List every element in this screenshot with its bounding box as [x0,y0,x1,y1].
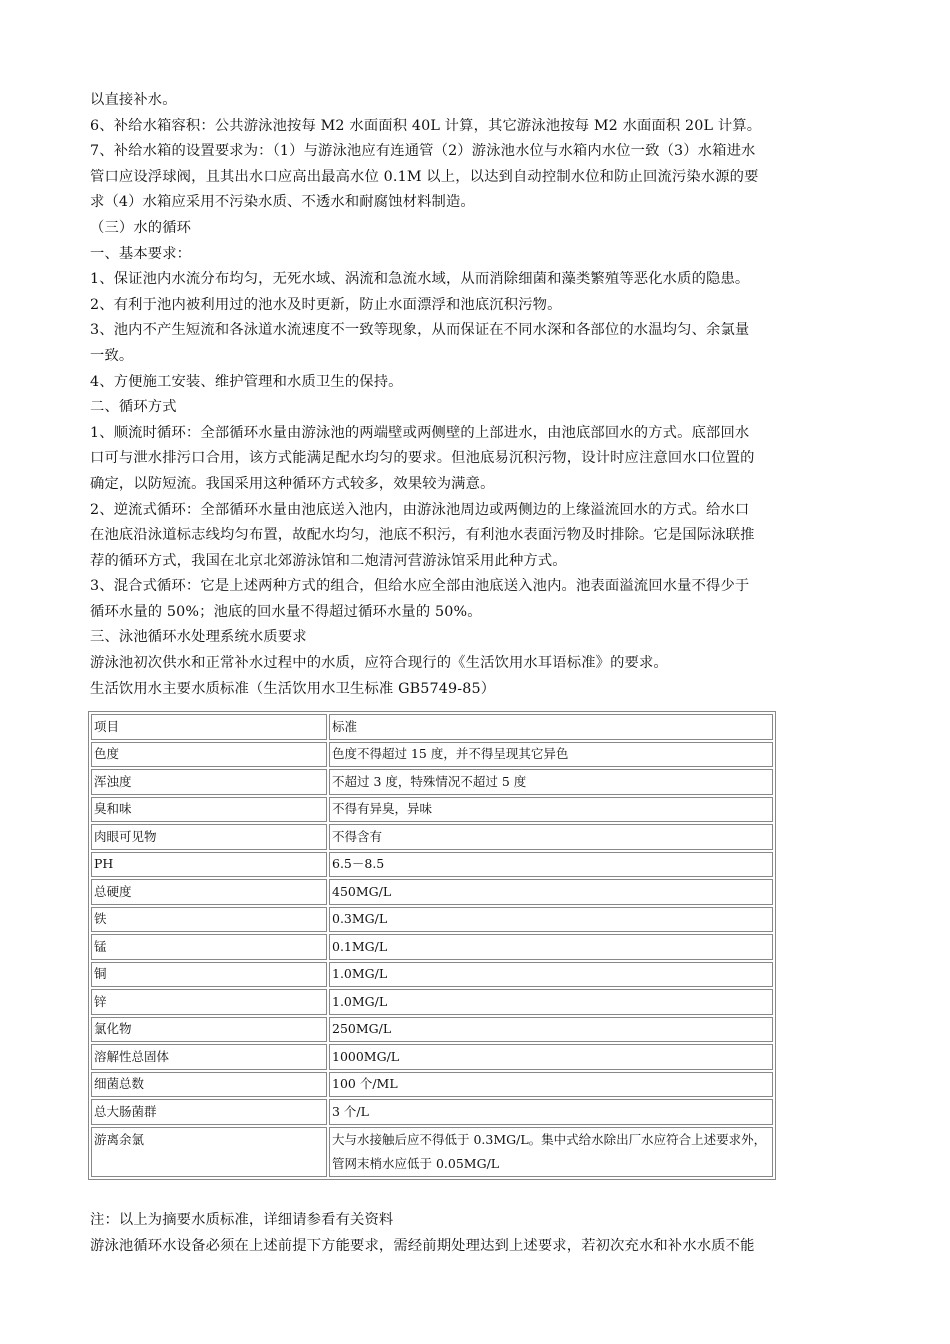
paragraph: 4、方便施工安装、维护管理和水质卫生的保持。 [90,373,403,390]
standard-cell: 450MG/L [329,879,773,905]
paragraph: 循环水量的 50%；池底的回水量不得超过循环水量的 50%。 [90,603,482,620]
table-row [91,769,773,795]
paragraph: 2、逆流式循环：全部循环水量由池底送入池内，由游泳池周边或两侧边的上缘溢流回水的方式。给水口 [90,501,750,518]
table-header-row [91,714,773,740]
section-heading: （三）水的循环 [90,219,192,236]
paragraph: 求（4）水箱应采用不污染水质、不透水和耐腐蚀材料制造。 [90,194,475,211]
paragraph: 荐的循环方式，我国在北京北郊游泳馆和二炮清河营游泳馆采用此种方式。 [90,552,567,569]
standard-cell: 100 个/ML [329,1072,773,1098]
standard-cell: 色度不得超过 15 度，并不得呈现其它异色 [329,742,773,768]
table-row [91,1072,773,1098]
item-cell: 铜 [91,962,327,988]
item-cell: 总大肠菌群 [91,1099,327,1125]
standard-cell: 1.0MG/L [329,989,773,1015]
item-cell: 色度 [91,742,327,768]
item-cell: 细菌总数 [91,1072,327,1098]
table-row [91,907,773,933]
water-quality-table-container [88,711,770,1180]
note-paragraph: 注：以上为摘要水质标准，详细请参看有关资料 [90,1212,394,1228]
item-cell: 铁 [91,907,327,933]
item-cell: 浑浊度 [91,769,327,795]
standard-cell: 3 个/L [329,1099,773,1125]
standard-cell: 不得有异臭，异味 [329,797,773,823]
header-cell: 项目 [91,714,327,740]
table-row [91,879,773,905]
paragraph: 在池底沿泳道标志线均匀布置，故配水均匀，池底不积污，有利池水表面污物及时排除。它是国际泳联推 [90,527,755,544]
table-row [91,989,773,1015]
paragraph: 7、补给水箱的设置要求为：（1）与游泳池应有连通管（2）游泳池水位与水箱内水位一致（3）水箱进水 [90,143,756,160]
item-cell: 游离余氯 [91,1127,327,1177]
paragraph: 1、保证池内水流分布均匀，无死水域、涡流和急流水域，从而消除细菌和藻类繁殖等恶化水质的隐患。 [90,271,750,288]
item-cell: 总硬度 [91,879,327,905]
section-heading: 一、基本要求： [90,245,192,262]
item-cell: 锰 [91,934,327,960]
document-footer-text [90,1208,865,1259]
water-quality-table [88,711,776,1180]
table-row [91,1099,773,1125]
paragraph: 1、顺流时循环：全部循环水量由游泳池的两端壁或两侧壁的上部进水，由池底部回水的方式。底部回水 [90,424,750,441]
table-row [91,1044,773,1070]
item-cell: 肉眼可见物 [91,824,327,850]
paragraph: 3、混合式循环：它是上述两种方式的组合，但给水应全部由池底送入池内。池表面溢流回水量不得少于 [90,578,750,595]
standard-cell: 1.0MG/L [329,962,773,988]
standard-cell: 250MG/L [329,1017,773,1043]
table-caption: 生活饮用水主要水质标准（生活饮用水卫生标准 GB5749-85） [90,680,496,697]
paragraph: 管口应设浮球阀，且其出水口应高出最高水位 0.1M 以上，以达到自动控制水位和防止回流污染水源的要 [90,168,759,185]
standard-cell: 大与水接触后应不得低于 0.3MG/L。集中式给水除出厂水应符合上述要求外，管网末梢水应低于 0.05MG/L [329,1127,773,1177]
table-row [91,824,773,850]
table-row [91,742,773,768]
paragraph: 3、池内不产生短流和各泳道水流速度不一致等现象，从而保证在不同水深和各部位的水温均匀、余氯量 [90,322,750,339]
header-cell: 标准 [329,714,773,740]
table-row [91,934,773,960]
section-heading: 二、循环方式 [90,399,177,416]
paragraph: 确定，以防短流。我国采用这种循环方式较多，效果较为满意。 [90,475,495,492]
standard-cell: 6.5－8.5 [329,852,773,878]
table-row [91,1127,773,1177]
paragraph: 以直接补水。 [90,92,177,108]
item-cell: PH [91,852,327,878]
paragraph: 6、补给水箱容积：公共游泳池按每 M2 水面面积 40L 计算，其它游泳池按每 M2 水面面积 20L 计算。 [90,117,762,134]
standard-cell: 不得含有 [329,824,773,850]
section-heading: 三、泳池循环水处理系统水质要求 [90,629,307,646]
item-cell: 臭和味 [91,797,327,823]
table-row [91,797,773,823]
standard-cell: 0.3MG/L [329,907,773,933]
paragraph: 口可与泄水排污口合用，该方式能满足配水均匀的要求。但池底易沉积污物，设计时应注意回水口位置的 [90,450,755,467]
paragraph: 游泳池循环水设备必须在上述前提下方能要求，需经前期处理达到上述要求，若初次充水和补水水质不能 [90,1237,755,1254]
item-cell: 氯化物 [91,1017,327,1043]
standard-cell: 不超过 3 度，特殊情况不超过 5 度 [329,769,773,795]
standard-cell: 1000MG/L [329,1044,773,1070]
standard-cell: 0.1MG/L [329,934,773,960]
document-body [90,88,865,702]
table-row [91,852,773,878]
table-row [91,962,773,988]
item-cell: 溶解性总固体 [91,1044,327,1070]
table-row [91,1017,773,1043]
paragraph: 游泳池初次供水和正常补水过程中的水质，应符合现行的《生活饮用水耳语标准》的要求。 [90,655,668,672]
paragraph: 2、有利于池内被利用过的池水及时更新，防止水面漂浮和池底沉积污物。 [90,296,562,313]
item-cell: 锌 [91,989,327,1015]
paragraph: 一致。 [90,347,134,364]
